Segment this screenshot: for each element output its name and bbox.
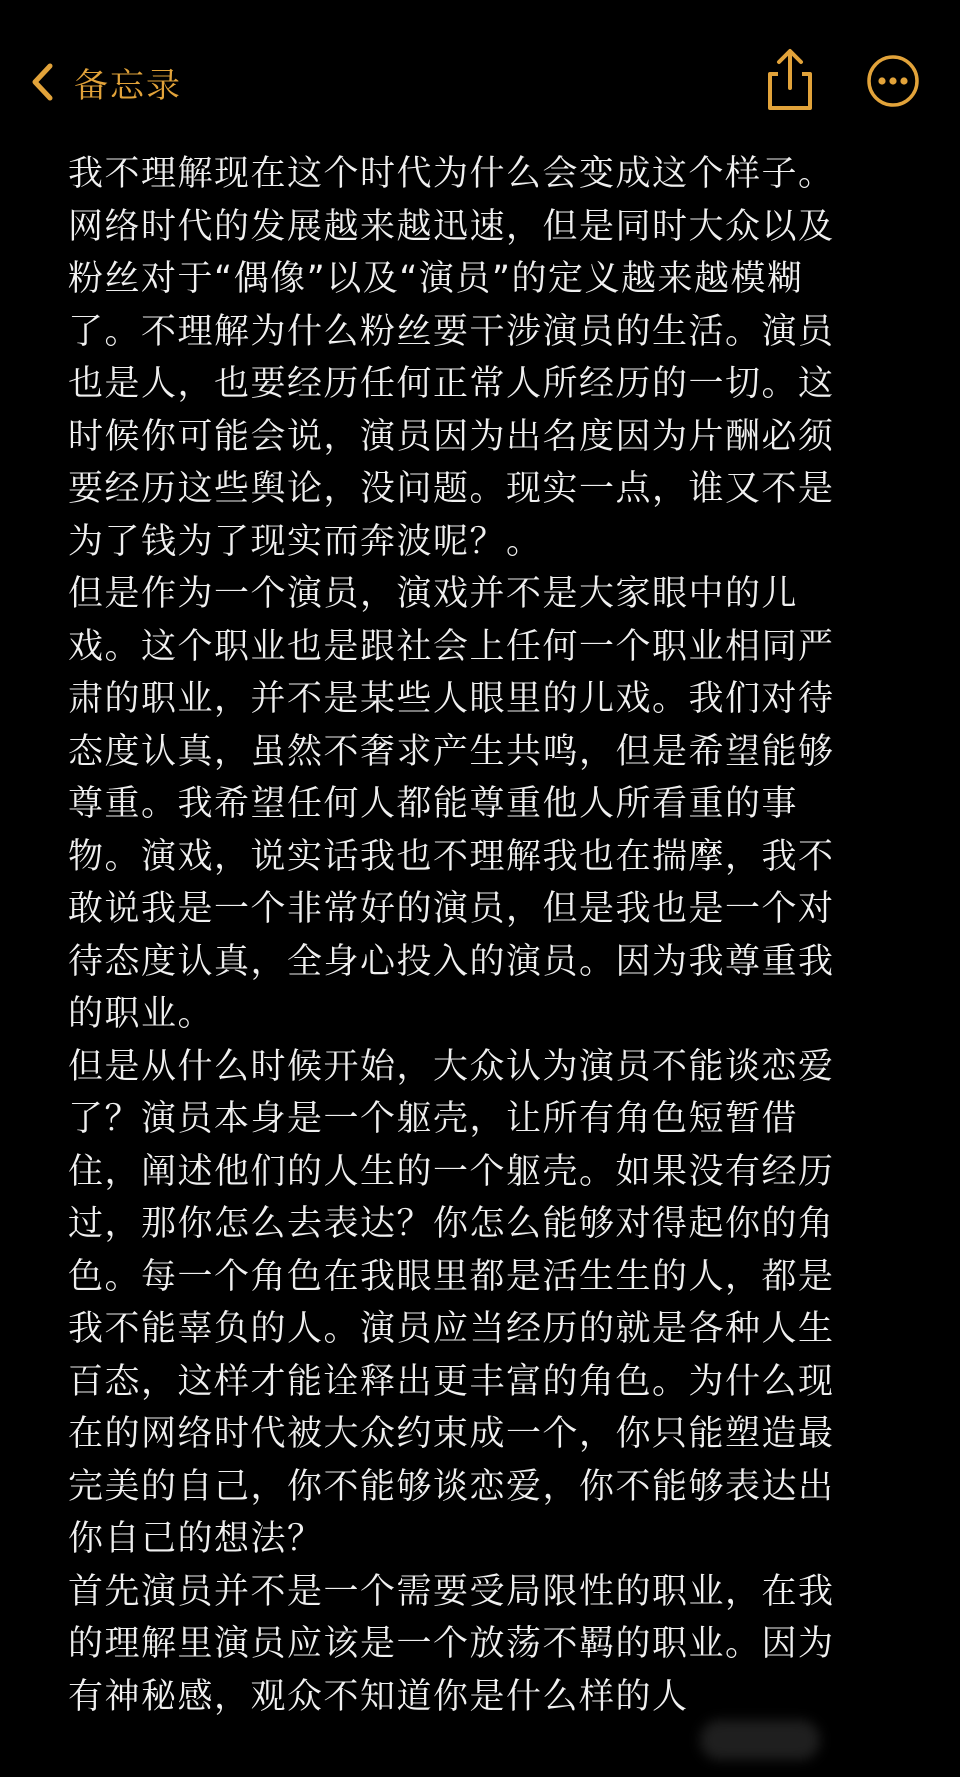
note-line: 的理解里演员应该是一个放荡不羁的职业。因为 <box>68 1624 835 1664</box>
ellipsis-circle-icon[interactable] <box>866 54 920 108</box>
note-line: 了？演员本身是一个躯壳，让所有角色短暂借 <box>68 1099 799 1139</box>
note-line: 敢说我是一个非常好的演员，但是我也是一个对 <box>68 889 835 929</box>
note-line: 了。不理解为什么粉丝要干涉演员的生活。演员 <box>68 311 835 352</box>
note-line: 粉丝对于“偶像”以及“演员”的定义越来越模糊 <box>68 259 804 299</box>
note-content[interactable] <box>68 148 948 1777</box>
share-icon[interactable] <box>760 46 820 112</box>
navigation-bar <box>0 0 960 150</box>
note-line: 时候你可能会说，演员因为出名度因为片酬必须 <box>68 416 835 457</box>
note-line: 戏。这个职业也是跟社会上任何一个职业相同严 <box>68 626 835 667</box>
note-line: 待态度认真，全身心投入的演员。因为我尊重我 <box>68 941 835 982</box>
note-line: 的职业。 <box>68 994 215 1034</box>
note-line: 有神秘感，观众不知道你是什么样的人 <box>68 1676 689 1717</box>
note-line: 要经历这些舆论，没问题。现实一点，谁又不是 <box>68 469 835 509</box>
note-line: 在的网络时代被大众约束成一个，你只能塑造最 <box>68 1414 835 1454</box>
note-line: 我不理解现在这个时代为什么会变成这个样子。 <box>68 154 835 194</box>
back-label: 备忘录 <box>74 65 182 106</box>
back-button[interactable] <box>30 52 182 112</box>
note-line: 首先演员并不是一个需要受局限性的职业，在我 <box>68 1571 835 1612</box>
note-line: 物。演戏，说实话我也不理解我也在揣摩，我不 <box>68 836 835 877</box>
note-line: 过，那你怎么去表达？你怎么能够对得起你的角 <box>68 1204 835 1244</box>
note-line: 尊重。我希望任何人都能尊重他人所看重的事 <box>68 784 799 824</box>
note-line: 百态，这样才能诠释出更丰富的角色。为什么现 <box>68 1361 835 1402</box>
note-line: 我不能辜负的人。演员应当经历的就是各种人生 <box>68 1309 835 1349</box>
note-line: 你自己的想法？ <box>68 1519 324 1559</box>
note-line: 住，阐述他们的人生的一个躯壳。如果没有经历 <box>68 1151 835 1192</box>
note-line: 为了钱为了现实而奔波呢？。 <box>68 521 543 562</box>
note-line: 但是从什么时候开始，大众认为演员不能谈恋爱 <box>68 1046 835 1087</box>
note-line: 完美的自己，你不能够谈恋爱，你不能够表达出 <box>68 1466 835 1507</box>
watermark-blur <box>700 1720 820 1760</box>
note-line: 也是人，也要经历任何正常人所经历的一切。这 <box>68 364 835 404</box>
note-line: 但是作为一个演员，演戏并不是大家眼中的儿 <box>68 574 799 614</box>
note-line: 网络时代的发展越来越迅速，但是同时大众以及 <box>68 206 835 247</box>
chevron-left-icon <box>30 62 56 102</box>
note-line: 肃的职业，并不是某些人眼里的儿戏。我们对待 <box>68 679 835 719</box>
note-line: 态度认真，虽然不奢求产生共鸣，但是希望能够 <box>68 731 835 772</box>
note-line: 色。每一个角色在我眼里都是活生生的人，都是 <box>68 1256 835 1297</box>
